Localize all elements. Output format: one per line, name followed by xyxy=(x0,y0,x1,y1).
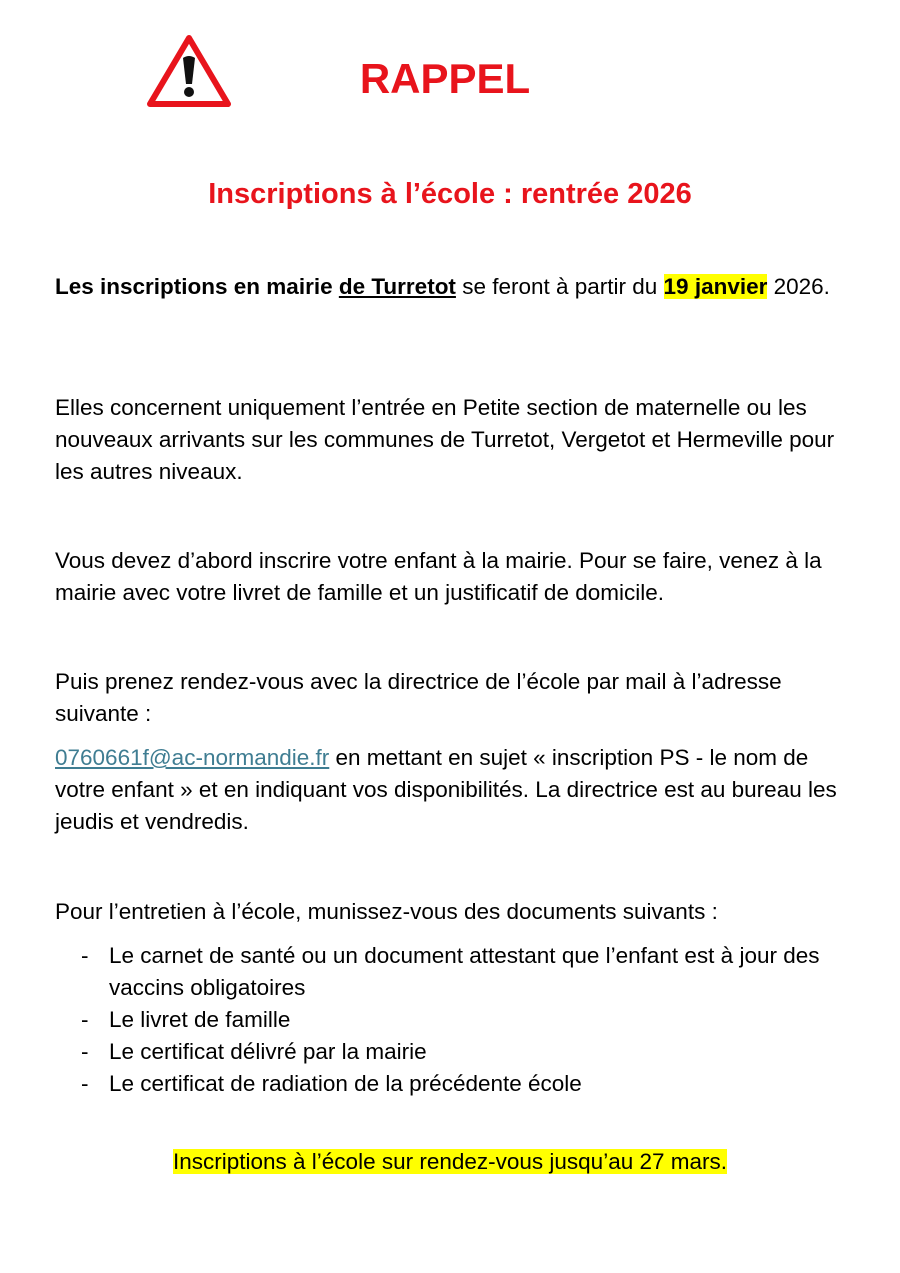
documents-intro: Pour l’entretien à l’école, munissez-vous des documents suivants : xyxy=(55,899,718,924)
intro-date-highlight: 19 janvier xyxy=(663,274,768,299)
list-item: - Le carnet de santé ou un document attestant que l’enfant est à jour des vaccins obligatoires xyxy=(55,940,855,1004)
list-item: - Le livret de famille xyxy=(55,1004,855,1036)
register-paragraph: Vous devez d’abord inscrire votre enfant à la mairie. Pour se faire, venez à la mairie avec votre livret de famille et un justificatif de domicile. xyxy=(55,548,822,605)
footer-note xyxy=(0,1146,900,1178)
bullet-dash: - xyxy=(81,943,89,968)
intro-bold-text: Les inscriptions en mairie xyxy=(55,274,339,299)
page-subtitle: Inscriptions à l’école : rentrée 2026 xyxy=(208,178,692,210)
list-item: - Le certificat de radiation de la précédente école xyxy=(55,1068,855,1100)
intro-paragraph xyxy=(55,271,855,303)
intro-middle-text: se feront à partir du xyxy=(455,274,664,299)
bullet-dash: - xyxy=(81,1071,89,1096)
bullet-dash: - xyxy=(81,1007,89,1032)
list-item: - Le certificat délivré par la mairie xyxy=(55,1036,855,1068)
warning-triangle-icon xyxy=(146,34,232,108)
appointment-paragraph: Puis prenez rendez-vous avec la directrice de l’école par mail à l’adresse suivante : xyxy=(55,669,782,726)
email-instructions: en mettant en sujet « inscription PS - le nom de votre enfant » et en indiquant vos disponibilités. La directrice est au bureau les jeudis et vendredis. xyxy=(55,745,837,834)
documents-list xyxy=(55,940,855,1100)
bullet-dash: - xyxy=(81,1039,89,1064)
footer-highlight: Inscriptions à l’école sur rendez-vous jusqu’au 27 mars. xyxy=(172,1149,728,1174)
page-title: RAPPEL xyxy=(359,55,531,102)
email-paragraph xyxy=(55,742,855,838)
intro-end-text: 2026. xyxy=(767,274,830,299)
email-link[interactable]: 0760661f@ac-normandie.fr xyxy=(55,745,330,770)
intro-location: de Turretot xyxy=(338,274,456,299)
concern-paragraph: Elles concernent uniquement l’entrée en Petite section de maternelle ou les nouveaux arrivants sur les communes de Turretot, Vergetot et Hermeville pour les autres niveaux. xyxy=(55,395,835,484)
